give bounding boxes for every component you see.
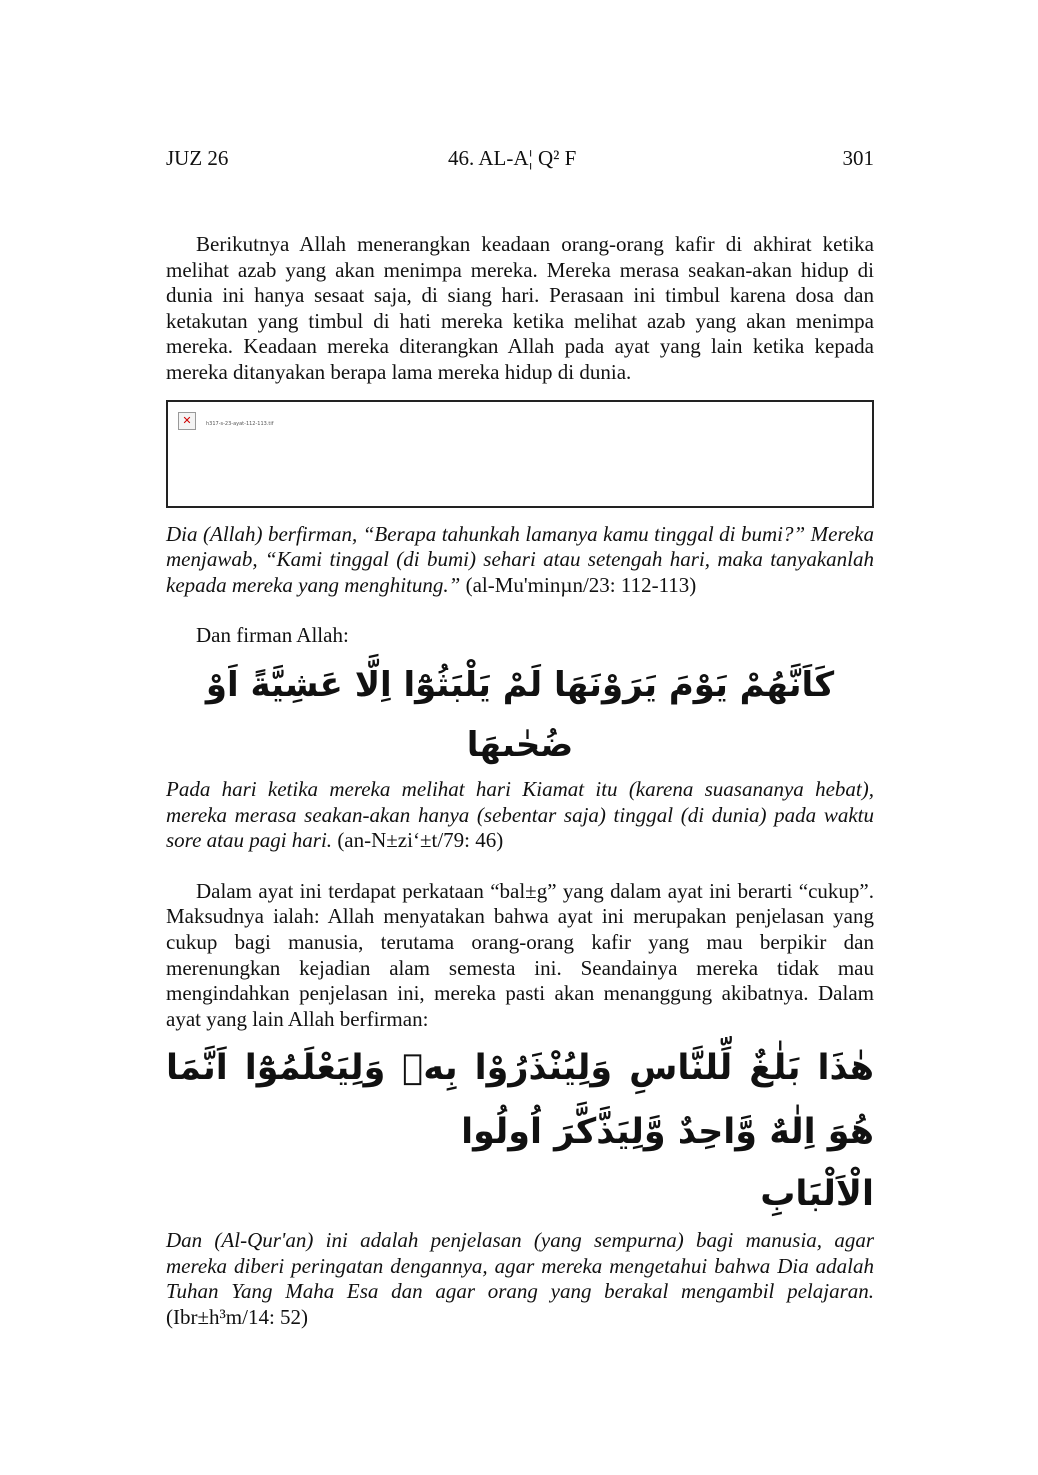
- verse-reference: (an-N±zi‘±t/79: 46): [332, 828, 504, 853]
- translation-text: Dan (Al-Qur'an) ini adalah penjelasan (yang sempurna) bagi manusia, agar mereka diberi peringatan dengannya, agar mereka mengetahui bahwa Dia adalah Tuhan Yang Maha Esa dan agar orang yang berakal mengambil pelajaran.: [166, 1228, 874, 1304]
- juz-label: JUZ 26: [166, 146, 229, 170]
- translation-text: Pada hari ketika mereka melihat hari Kiamat itu (karena suasananya hebat), mereka merasa seakan-akan hanya (sebentar saja) tinggal (di dunia) pada waktu sore atau pagi hari.: [166, 776, 874, 853]
- intro-text: Dan firman Allah:: [196, 623, 349, 648]
- image-filename: h317-s-23-ayat-112-113.tif: [206, 420, 274, 427]
- arabic-verse-1: كَاَنَّهُمْ يَوْمَ يَرَوْنَهَا لَمْ يَلْبَثُوْٓا اِلَّا عَشِيَّةً اَوْ ضُحٰىهَا: [205, 664, 835, 765]
- verse-reference: (al-Mu'minµn/23: 112-113): [460, 572, 697, 597]
- arabic-verse-2-line-1: هٰذَا بَلٰغٌ لِّلنَّاسِ وَلِيُنْذَرُوْا بِهٖ وَلِيَعْلَمُوْٓا اَنَّمَا هُوَ اِلٰهٌ وَّاحِدٌ وَّلِيَذَّكَّرَ اُولُوا: [166, 1048, 874, 1153]
- surah-title: 46. AL-A¦ Q² F: [448, 146, 577, 170]
- translation-ayat-3: [166, 1228, 874, 1330]
- page-number: 301: [842, 146, 874, 170]
- translation-text: Dia (Allah) berfirman, “Berapa tahunkah lamanya kamu tinggal di bumi?” Mereka menjawab, “Kami tinggal (di bumi) sehari atau setengah hari, maka tanyakanlah kepada mereka yang menghitung.”: [166, 521, 874, 597]
- broken-image-icon: ✕: [178, 412, 196, 430]
- page-body: [166, 232, 874, 1331]
- translation-ayat-2: [166, 777, 874, 854]
- paragraph-explanation-2: Dalam ayat ini terdapat perkataan “bal±g” yang dalam ayat ini berarti “cukup”. Maksudnya ialah: Allah menyatakan bahwa ayat ini merupakan penjelasan yang cukup bagi manusia, terutama orang-orang kafir yang mau berpikir dan merenungkan kejadian alam semesta ini. Seandainya mereka tidak mau mengindahkan penjelasan ini, mereka pasti akan menanggung akibatnya. Dalam ayat yang lain Allah berfirman:: [166, 878, 874, 1031]
- arabic-verse-2-line-2: الْاَلْبَابِ: [760, 1174, 874, 1215]
- paragraph-explanation-1: Berikutnya Allah menerangkan keadaan orang-orang kafir di akhirat ketika melihat azab yang akan menimpa mereka. Mereka merasa seakan-akan hidup di dunia ini hanya sesaat saja, di siang hari. Perasaan ini timbul karena dosa dan ketakutan yang timbul di hati mereka ketika melihat azab yang akan menimpa mereka. Keadaan mereka diterangkan Allah pada ayat yang lain ketika kepada mereka ditanyakan berapa lama mereka hidup di dunia.: [166, 232, 874, 384]
- translation-ayat-1: [166, 522, 874, 599]
- missing-image-frame: [166, 400, 874, 508]
- page-header: [166, 146, 874, 176]
- verse-reference: (Ibr±h³m/14: 52): [166, 1305, 309, 1330]
